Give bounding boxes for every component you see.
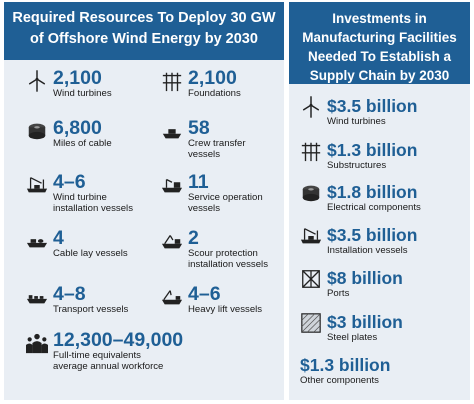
investment-value: $1.3 billion xyxy=(300,355,391,375)
stat-value: 58 xyxy=(188,117,210,139)
cable-spool-icon xyxy=(300,182,322,204)
stat-label: Foundations xyxy=(188,88,241,99)
investment-value: $1.3 billion xyxy=(327,140,418,160)
investment-ports xyxy=(300,268,403,299)
investment-label: Ports xyxy=(327,288,350,299)
installation-vessel-icon xyxy=(300,225,322,247)
stat-value: 6,800 xyxy=(53,117,102,139)
investment-label: Electrical components xyxy=(327,202,421,213)
cable-spool-icon xyxy=(26,120,48,142)
stat-label: Service operation xyxy=(188,192,263,203)
workforce-icon xyxy=(26,332,48,354)
stat-value: 2 xyxy=(188,227,199,249)
stat-value: 4–6 xyxy=(188,283,221,305)
stat-cable-lay-vessels xyxy=(26,228,128,259)
stat-label: installation vessels xyxy=(188,259,268,270)
investment-label: Installation vessels xyxy=(327,245,408,256)
foundation-icon xyxy=(161,70,183,92)
investment-installation-vessels xyxy=(300,225,417,256)
investments-panel-title: Investments in Manufacturing Facilities Needed To Establish a Supply Chain by 2030 xyxy=(289,2,470,84)
stat-wind-turbine-installation-vessels xyxy=(26,172,133,214)
stat-label: Wind turbines xyxy=(53,88,112,99)
investments-panel xyxy=(289,2,470,400)
investment-label: Other components xyxy=(300,375,379,386)
stat-label: Scour protection xyxy=(188,248,258,259)
stat-label: installation vessels xyxy=(53,203,133,214)
installation-vessel-icon xyxy=(26,174,48,196)
stat-value: 12,300–49,000 xyxy=(53,329,184,351)
investment-wind-turbines xyxy=(300,96,417,127)
steel-plate-icon xyxy=(300,312,322,334)
stat-value: 4–6 xyxy=(53,171,86,193)
stat-service-operation-vessels xyxy=(161,172,263,214)
stat-heavy-lift-vessels xyxy=(161,284,262,315)
stat-label: Crew transfer xyxy=(188,138,246,149)
cable-lay-vessel-icon xyxy=(26,230,48,252)
crew-vessel-icon xyxy=(161,120,183,142)
investment-label: Substructures xyxy=(327,160,387,171)
wind-turbine-icon xyxy=(300,96,322,118)
investment-value: $1.8 billion xyxy=(327,182,418,202)
stat-label: vessels xyxy=(188,203,220,214)
stat-value: 4 xyxy=(53,227,64,249)
investment-electrical-components xyxy=(300,182,421,213)
stat-label: Miles of cable xyxy=(53,138,112,149)
investment-other-components xyxy=(300,355,390,386)
investment-value: $3.5 billion xyxy=(327,96,418,116)
investment-steel-plates xyxy=(300,312,403,343)
stat-wind-turbines xyxy=(26,68,112,99)
stat-value: 2,100 xyxy=(53,67,102,89)
stat-value: 11 xyxy=(188,171,209,193)
scour-vessel-icon xyxy=(161,230,183,252)
investment-value: $3.5 billion xyxy=(327,225,418,245)
investment-label: Wind turbines xyxy=(327,116,386,127)
stat-workforce xyxy=(26,330,183,372)
investment-value: $3 billion xyxy=(327,312,403,332)
stat-value: 4–8 xyxy=(53,283,86,305)
heavy-lift-vessel-icon xyxy=(161,286,183,308)
service-vessel-icon xyxy=(161,174,183,196)
stat-label: Heavy lift vessels xyxy=(188,304,263,315)
resources-panel xyxy=(4,2,284,400)
stat-miles-of-cable xyxy=(26,118,112,149)
stat-foundations xyxy=(161,68,241,99)
stat-crew-transfer-vessels xyxy=(161,118,246,160)
stat-label: Cable lay vessels xyxy=(53,248,128,259)
transport-vessel-icon xyxy=(26,286,48,308)
investment-substructures xyxy=(300,140,417,171)
substructure-icon xyxy=(300,140,322,162)
stat-transport-vessels xyxy=(26,284,128,315)
port-icon xyxy=(300,268,322,290)
stat-label: Transport vessels xyxy=(53,304,129,315)
stat-label: average annual workforce xyxy=(53,361,164,372)
investment-value: $8 billion xyxy=(327,268,403,288)
stat-scour-protection-vessels xyxy=(161,228,268,270)
wind-turbine-icon xyxy=(26,70,48,92)
stat-label: vessels xyxy=(188,149,220,160)
stat-label: Full-time equivalents xyxy=(53,350,141,361)
resources-panel-title: Required Resources To Deploy 30 GW of Offshore Wind Energy by 2030 xyxy=(4,2,284,60)
investment-label: Steel plates xyxy=(327,332,378,343)
stat-value: 2,100 xyxy=(188,67,237,89)
stat-label: Wind turbine xyxy=(53,192,107,203)
